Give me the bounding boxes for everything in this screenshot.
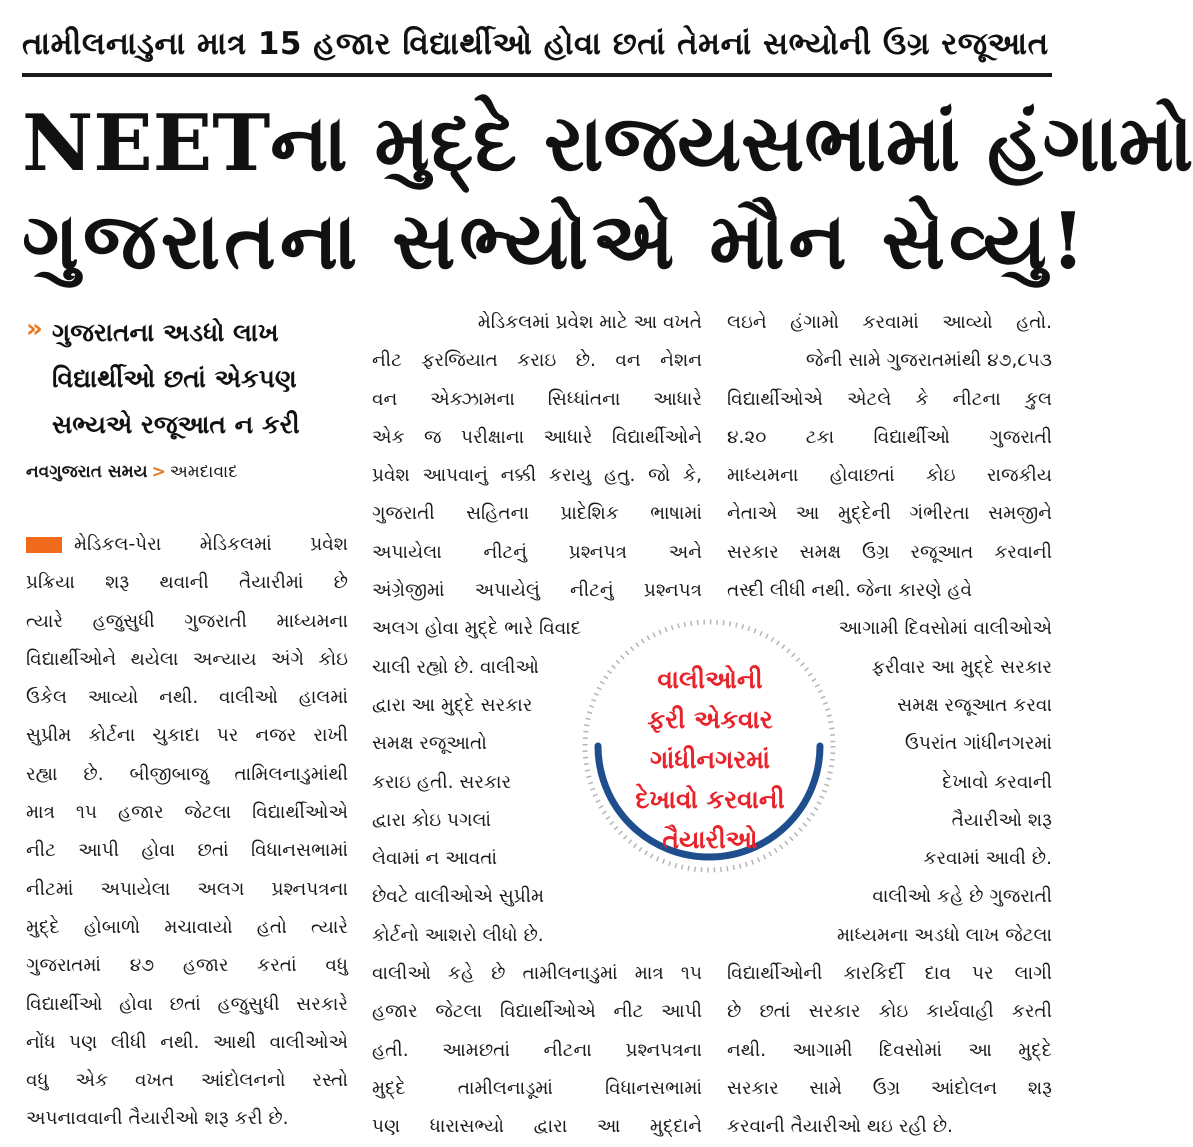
column-line: જેની સામે ગુજરાતમાંથી ૪૭,૮૫૩: [805, 350, 1052, 372]
column-line: દ્વારા કોઇ પગલાં: [372, 809, 492, 831]
column-line: આગામી દિવસોમાં વાલીઓએ: [838, 618, 1052, 640]
column-line: અપનાવવાની તૈયારીઓ શરૂ કરી છે.: [26, 1108, 289, 1130]
column-line: માધ્યમના હોવાછતાં કોઇ રાજકીય: [727, 465, 1052, 487]
column-line: સુપ્રીમ કોર્ટના ચુકાદા પર નજર રાખી: [26, 725, 348, 747]
column-line: લઇને હંગામો કરવામાં આવ્યો હતો.: [727, 312, 1052, 333]
column-line: ઉકેલ આવ્યો નથી. વાલીઓ હાલમાં: [26, 687, 348, 709]
callout-line: ફરી એકવાર: [647, 705, 773, 734]
column-line: ૪.૨૦ ટકા વિદ્યાર્થીઓ ગુજરાતી: [727, 426, 1052, 448]
column-line: નીટમાં અપાયેલા અલગ પ્રશ્નપત્રના: [26, 878, 348, 900]
byline: [26, 458, 238, 486]
subheadline-line: ગુજરાતના અડધો લાખ: [52, 318, 279, 347]
callout-line: વાલીઓની: [657, 665, 763, 694]
column-line: લેવામાં ન આવતાં: [372, 848, 498, 870]
column-line: કરવાની તૈયારીઓ થઇ રહી છે.: [727, 1116, 953, 1138]
column-line: કોર્ટનો આશરો લીધો છે.: [372, 924, 544, 946]
column-line: અલગ હોવા મુદ્દે ભારે વિવાદ: [372, 618, 582, 640]
column-line: ગુજરાતમાં ૪૭ હજાર કરતાં વધુ: [26, 955, 348, 977]
column-line: ફરીવાર આ મુદ્દે સરકાર: [871, 656, 1052, 678]
column-line: છે છતાં સરકાર કોઇ કાર્યવાહી કરતી: [727, 1001, 1052, 1023]
column-line-text: મેડિકલ-પેરા મેડિકલમાં પ્રવેશ: [74, 534, 348, 555]
column-line: વાલીઓ કહે છે તામીલનાડુમાં માત્ર ૧૫: [372, 963, 702, 985]
column-line: વિદ્યાર્થીઓએ એટલે કે નીટના કુલ: [727, 388, 1052, 410]
column-line: વાલીઓ કહે છે ગુજરાતી: [872, 886, 1052, 908]
paragraph-marker: [26, 537, 62, 553]
subheadline: [26, 310, 346, 448]
article-column-left: [26, 526, 348, 1139]
column-line: મેડિકલમાં પ્રવેશ માટે આ વખતે: [477, 312, 702, 333]
subheadline-line: વિદ્યાર્થીઓ છતાં એકપણ: [52, 364, 297, 393]
column-line: સમક્ષ રજૂઆત કરવા: [897, 694, 1052, 716]
column-line: [26, 526, 348, 564]
column-line: પ્રવેશ આપવાનું નક્કી કરાયુ હતુ. જો કે,: [372, 465, 702, 487]
byline-separator: >: [151, 462, 166, 482]
column-line: પણ ધારાસભ્યો દ્વારા આ મુદ્દાને: [372, 1116, 702, 1138]
main-headline-line2: ગુજરાતના સભ્યોએ મૌન સેવ્યુ!: [22, 196, 1090, 287]
column-line: સરકાર સમક્ષ ઉગ્ર રજૂઆત કરવાની: [727, 541, 1052, 563]
callout-line: ગાંધીનગરમાં: [649, 745, 771, 774]
column-line: વિદ્યાર્થીઓ હોવા છતાં હજુસુધી સરકારે: [26, 993, 348, 1015]
column-line: વધુ એક વખત આંદોલનનો રસ્તો: [26, 1070, 348, 1092]
column-line: નેતાએ આ મુદ્દેની ગંભીરતા સમજીને: [727, 503, 1052, 525]
column-line: સમક્ષ રજૂઆતો: [372, 733, 487, 755]
column-line: હજાર જેટલા વિદ્યાર્થીઓએ નીટ આપી: [372, 1001, 702, 1023]
column-line: પ્રક્રિયા શરૂ થવાની તૈયારીમાં છે: [26, 572, 348, 594]
column-line: તસ્દી લીધી નથી. જેના કારણે હવે: [727, 580, 973, 602]
chevron-right-icon: »: [26, 314, 43, 344]
column-line: ઉપરાંત ગાંધીનગરમાં: [904, 733, 1052, 755]
column-line: એક જ પરીક્ષાના આધારે વિદ્યાર્થીઓને: [372, 426, 702, 448]
column-line: હતી. આમછતાં નીટના પ્રશ્નપત્રના: [372, 1039, 702, 1061]
kicker-rule: [22, 73, 1052, 77]
column-line: કરવામાં આવી છે.: [923, 848, 1052, 870]
byline-location: અમદાવાદ: [169, 462, 238, 482]
column-line: દ્વારા આ મુદ્દે સરકાર: [372, 694, 533, 716]
column-line: કરાઇ હતી. સરકાર: [372, 771, 512, 793]
column-line: ત્યારે હજુસુધી ગુજરાતી માધ્યમના: [26, 610, 348, 632]
column-line: નીટ આપી હોવા છતાં વિધાનસભામાં: [26, 840, 348, 862]
column-line: રહ્યા છે. બીજીબાજુ તામિલનાડુમાંથી: [26, 763, 348, 785]
column-line: ગુજરાતી સહિતના પ્રાદેશિક ભાષામાં: [372, 503, 702, 525]
callout-line: દેખાવો કરવાની: [635, 785, 785, 814]
column-line: તૈયારીઓ શરૂ: [951, 809, 1052, 831]
column-line: માત્ર ૧૫ હજાર જેટલા વિદ્યાર્થીઓએ: [26, 802, 348, 824]
kicker-headline: તામીલનાડુના માત્ર 15 હજાર વિદ્યાર્થીઓ હોવા છતાં તેમનાં સભ્યોની ઉગ્ર રજૂઆત: [22, 26, 1049, 62]
column-line: અપાયેલા નીટનું પ્રશ્નપત્ર અને: [372, 541, 702, 563]
subheadline-line: સભ્યએ રજૂઆત ન કરી: [52, 410, 300, 439]
column-line: નીટ ફરજિયાત કરાઇ છે. વન નેશન: [372, 350, 702, 372]
column-line: વિદ્યાર્થીઓની કારકિર્દી દાવ પર લાગી: [727, 963, 1052, 985]
main-headline-line1: NEETના મુદ્દે રાજયસભામાં હંગામો: [22, 98, 1193, 189]
column-line: નોંધ પણ લીધી નથી. આથી વાલીઓએ: [26, 1031, 348, 1053]
column-line: વન એક્ઝામના સિધ્ધાંતના આધારે: [372, 388, 702, 410]
column-line: વિદ્યાર્થીઓને થયેલા અન્યાય અંગે કોઇ: [26, 648, 348, 670]
column-line: માધ્યમના અડધો લાખ જેટલા: [836, 924, 1052, 946]
column-line: સરકાર સામે ઉગ્ર આંદોલન શરૂ: [727, 1077, 1052, 1099]
column-line: નથી. આગામી દિવસોમાં આ મુદ્દે: [727, 1039, 1052, 1061]
column-line: અંગ્રેજીમાં અપાયેલું નીટનું પ્રશ્નપત્ર: [372, 580, 702, 602]
column-line: ચાલી રહ્યો છે. વાલીઓ: [372, 656, 539, 678]
column-line: મુદ્દે હોબાળો મચાવાયો હતો ત્યારે: [26, 916, 348, 938]
callout-line: તૈયારીઓ: [662, 825, 758, 854]
column-line: મુદ્દે તામીલનાડૂમાં વિધાનસભામાં: [372, 1077, 702, 1099]
callout-text: [600, 660, 820, 860]
byline-paper: નવગુજરાત સમય: [26, 462, 148, 482]
column-line: છેવટે વાલીઓએ સુપ્રીમ: [372, 886, 545, 908]
column-line: દેખાવો કરવાની: [942, 771, 1052, 793]
